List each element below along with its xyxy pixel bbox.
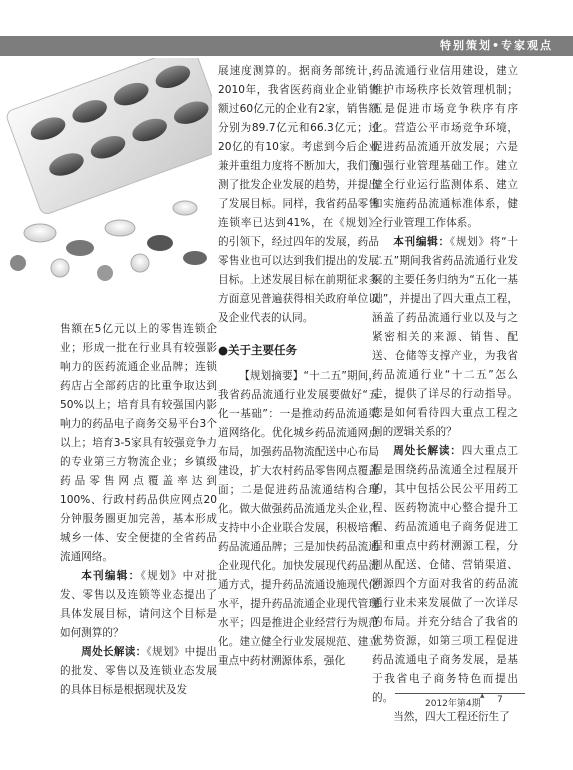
page-number: 7 <box>497 695 503 705</box>
editor-question <box>60 567 217 643</box>
page-footer <box>395 693 525 713</box>
director-label: 周处长解读： <box>81 646 147 658</box>
pills-photo <box>0 58 212 290</box>
director-answer <box>372 442 518 708</box>
column-left <box>60 320 217 700</box>
section-heading: ●关于主要任务 <box>218 343 298 357</box>
editor-label: 本刊编辑： <box>393 236 450 248</box>
column-middle <box>218 62 379 671</box>
summary-text: “十二五”期间，我省药品流通行业发展要做好“五化一基础”：一是推动药品流通渠道网络化。优化城乡药品流通网点布局，加强药品物流配送中心布局建设，扩大农村药品零售网点覆盖面；二是促进药品流通结构合理化。做大做强药品流通龙头企业，支持中小企业联合发展，积极培育药品流通品牌；三是加快药品流通企业现代化。加快发展现代药品流通方式，提升药品流通设施现代化水平，提升药品流通企业现代管理水平；四是推进企业经营行为规范化。建立健全行业发展规范、建立重点中药材溯源体系，强化 <box>218 370 380 667</box>
pills-illustration <box>0 58 212 290</box>
header-bar <box>0 36 573 56</box>
summary-label: 【规划摘要】 <box>239 370 304 382</box>
paragraph: 展速度测算的。据商务部统计，2010年，我省医药商业企业销售额过60亿元的企业有2家，销售额分别为89.7亿元和66.3亿元；过20亿的有10家。考虑到今后企业兼并重组力度将不断加大，我们预测了批发企业发展的趋势，并提出了发展目标。同样，我省药品零售连锁率已达到41%，在《规划》的引领下，经过四年的发展，药品零售业也可以达到我们提出的发展目标。上述发展目标在前期征求多方面意见普遍获得相关政府单位以及企业代表的认同。 <box>218 65 379 324</box>
director-label: 周处长解读： <box>393 445 462 457</box>
question-text: 《规划》将“十二五”期间我省药品流通行业发展的主要任务归纳为“五化一基础”，并提出了四大重点工程，涵盖了药品流通行业以及与之紧密相关的来源、销售、配送、仓储等支撑产业，为我省药品流通行业“十二五”怎么走，提供了详尽的行动指导。您是如何看待四大重点工程之间的逻辑关系的？ <box>372 236 518 438</box>
column-right <box>372 62 518 727</box>
answer-text: 《规划》中提出的批发、零售以及连锁业态发展的具体目标是根据现状及发 <box>60 646 218 696</box>
answer-text: 四大重点工程是围绕药品流通全过程展开的，其中包括公民公平用药工程、医药物流中心整合提升工程、药品流通电子商务促进工程和重点中药材溯源工程，分别从配送、仓储、营销渠道、溯源四个方面对我省的药品流通行业未来发展做了一次详尽的布局。并充分结合了我省的优势资源，如第三项工程促进药品流通电子商务发展，是基于我省电子商务特色而提出的。 <box>372 445 518 704</box>
triangle-icon: ▴ <box>480 691 485 701</box>
editor-label: 本刊编辑： <box>81 570 141 582</box>
header-title: 特别策划•专家观点 <box>439 39 553 52</box>
plan-summary <box>218 367 379 671</box>
paragraph: 售额在5亿元以上的零售连锁企业；形成一批在行业具有较强影响力的医药流通企业品牌；连锁药店占全部药店的比重争取达到50%以上；培育具有较强国内影响力的药品电子商务交易平台3个以上；培育3-5家具有较强竞争力的专业第三方物流企业；乡镇级药品零售网点覆盖率达到100%、行政村药品供应网点20分钟服务圈更加完善，基本形成城乡一体、安全便捷的全省药品流通网络。 <box>60 323 217 563</box>
footer-rule <box>395 693 525 694</box>
editor-question <box>372 233 518 442</box>
question-text: 《规划》中对批发、零售以及连锁等业态提出了具体发展目标，请问这个目标是如何测算的？ <box>60 570 217 639</box>
paragraph: 药品流通行业信用建设，建立维护市场秩序长效管理机制；五是促进市场竞争秩序有序化。营造公平市场竞争环境，促进药品流通开放发展；六是加强行业管理基础工作。建立健全行业运行监测体系、建立和实施药品流通标准体系，健全行业管理工作体系。 <box>372 65 518 229</box>
paragraph: 当然，四大工程还衍生了 <box>393 711 510 723</box>
director-answer <box>60 643 217 700</box>
issue-label: 2012年第4期 <box>425 699 481 709</box>
